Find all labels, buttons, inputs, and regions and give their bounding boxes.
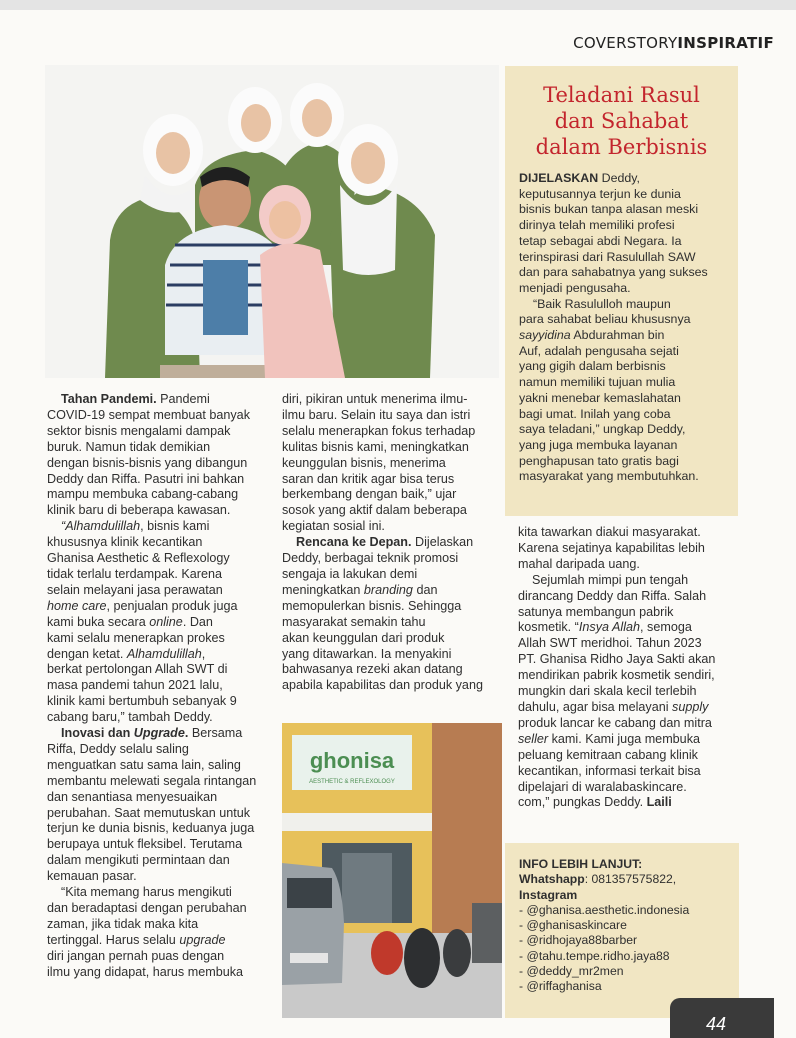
text-run: tetap sebagai abdi Negara. Ia [519,233,682,248]
text-line [518,795,740,811]
instagram-label: Instagram [519,887,578,902]
text-line [518,716,740,732]
text-run: memopulerkan bisnis. Sehingga [282,598,462,613]
text-run: buruk. Namun tidak demikian [47,439,211,454]
text-line [282,615,504,631]
text-line [518,620,740,636]
text-line [282,503,504,519]
text-line [47,519,275,535]
text-run: selalu menerapkan fokus terhadap [282,423,476,438]
sidebar-box [505,66,738,516]
text-line [47,726,275,742]
text-run: dirinya telah memiliki profesi [519,218,675,233]
text-line [518,636,740,652]
text-line [47,503,275,519]
text-line [518,684,740,700]
text-line [282,647,504,663]
text-run: dahulu, agar bisa melayani [518,699,673,714]
text-run: apabila kapabilitas dan produk yang [282,678,483,693]
text-line [519,359,733,375]
text-line [519,187,733,203]
text-line [47,440,275,456]
text-line [47,774,275,790]
text-run: dirancang Deddy dan Riffa. Salah [518,588,707,603]
text-run: menjadi pengusaha. [519,280,631,295]
text-line [519,375,733,391]
text-run: kami selalu menerapkan prokes [47,630,225,645]
text-run: bagi umat. Inilah yang coba [519,406,671,421]
text-run: dan [412,582,438,597]
text-run: sektor bisnis mengalami dampak [47,423,231,438]
text-line [519,171,733,187]
text-line [519,328,733,344]
text-run: kemauan pasar. [47,869,137,884]
text-run: mendirikan pabrik kosmetik sendiri, [518,668,715,683]
text-run: COVID-19 sempat membuat banyak [47,407,250,422]
instagram-handle: - @tahu.tempe.ridho.jaya88 [519,948,670,963]
text-run: dan para sahabatnya yang sukses [519,265,708,280]
text-run: cabang baru,” tambah Deddy. [47,710,213,725]
text-run: meningkatkan [282,582,364,597]
text-run: branding [363,582,413,597]
text-line [47,392,275,408]
text-line [282,487,504,503]
text-line [519,469,733,485]
text-run: Bersama [188,726,243,741]
instagram-handle: - @deddy_mr2men [519,964,624,979]
text-run: dengan bisnis-bisnis yang dibangun [47,455,248,470]
info-heading: INFO LEBIH LANJUT: [519,857,643,871]
text-line [519,281,733,297]
text-run: penghapusan tato gratis bagi [519,453,679,468]
text-run: satunya membangun pabrik [518,604,674,619]
text-line [518,700,740,716]
text-run: zaman, jika tidak maka kita [47,916,199,931]
text-run: PT. Ghanisa Ridho Jaya Sakti akan [518,652,716,667]
text-line [518,525,740,541]
text-line [47,472,275,488]
text-line [282,519,504,535]
text-line [47,424,275,440]
text-run: online [149,614,183,629]
text-run: Ghanisa Aesthetic & Reflexology [47,551,230,566]
text-run: berupaya untuk fleksibel. Terutama [47,837,243,852]
text-line [47,837,275,853]
text-run: dan beradaptasi dengan perubahan [47,901,247,915]
text-line [282,408,504,424]
text-run: dan senantiasa menyesuaikan [47,789,218,804]
text-line [47,456,275,472]
text-line [47,821,275,837]
sidebar-title-line: dalam Berbisnis [535,135,708,159]
text-run: sayyidina [519,328,571,343]
text-line [282,599,504,615]
text-run: upgrade [179,932,226,947]
text-run: , penjualan produk juga [106,598,238,613]
text-run: klinik baru di beberapa kawasan. [47,503,231,518]
clinic-sign-sub: AESTHETIC & REFLEXOLOGY [309,779,395,785]
text-line [282,631,504,647]
text-line [47,885,275,901]
text-run: Deddy, berbagai teknik promosi [282,551,459,566]
text-run: menguatkan satu sama lain, saling [47,757,241,772]
text-run: , bisnis kami [140,519,210,534]
text-run: ilmu baru. Selain itu saya dan istri [282,407,471,422]
text-run: klinik kami bertumbuh sebanyak 9 [47,694,237,709]
text-line [518,541,740,557]
column-2 [282,392,504,694]
text-line [47,853,275,869]
text-line [519,218,733,234]
text-line [47,551,275,567]
text-run: . Dan [182,614,213,629]
text-run: terjun ke dunia bisnis, keduanya juga [47,821,255,836]
text-run: kita tawarkan diakui masyarakat. [518,525,701,539]
text-run: tidak terlalu terdampak. Karena [47,566,223,581]
clinic-photo [282,723,502,1018]
sidebar-title-line: Teladani Rasul [543,83,700,107]
text-run: kecantikan, informasi terkait bisa [518,763,701,778]
instagram-handle: - @ghanisaskincare [519,918,627,933]
text-run: “Baik Rasululloh maupun [533,296,671,311]
text-line [518,589,740,605]
text-line [518,668,740,684]
text-line [519,202,733,218]
text-run: berkembang dengan baik,” ujar [282,487,457,502]
text-run: kami. Kami juga membuka [548,731,700,746]
text-run: diri jangan pernah puas dengan [47,948,225,963]
text-run: Deddy, [598,171,640,185]
text-line [47,567,275,583]
text-run: mahal daripada uang. [518,556,640,571]
text-run: Sejumlah mimpi pun tengah [532,572,689,587]
text-run: selain melayani jasa perawatan [47,582,223,597]
text-line [519,454,733,470]
page-number: 44 [706,1014,727,1034]
instagram-handle: - @ridhojaya88barber [519,933,638,948]
text-line [47,583,275,599]
text-line [47,631,275,647]
group-photo [45,65,499,378]
text-run: com,” pungkas Deddy. [518,795,647,810]
text-line [47,869,275,885]
text-line [47,710,275,726]
text-run: “Alhamdulillah [61,519,141,534]
text-run: . [184,726,189,741]
text-run: kulitas bisnis kami, meningkatkan [282,439,469,454]
text-run: yakni menebar kemaslahatan [519,390,681,405]
text-run: Pandemi [156,392,210,406]
text-run: diri, pikiran untuk menerima ilmu- [282,392,468,406]
text-run: sengaja ia lakukan demi [282,566,418,581]
text-run: , [201,646,206,661]
text-run: bisnis bukan tanpa alasan meski [519,202,699,217]
column-3 [518,525,740,811]
text-line [519,438,733,454]
text-run: Laili [646,795,672,810]
text-line [519,297,733,313]
text-run: saran dan kritik agar bisa terus [282,471,455,486]
text-run: masyarakat semakin tahu [282,614,426,629]
text-run: khususnya klinik kecantikan [47,535,203,550]
text-line [47,933,275,949]
text-line [282,551,504,567]
text-run: dengan ketat. [47,646,127,661]
text-run: sosok yang aktif dalam beberapa [282,503,467,518]
text-line [518,732,740,748]
text-run: , semoga [640,620,692,635]
text-run: akan keunggulan dari produk [282,630,445,645]
text-line [282,567,504,583]
text-run: kegiatan sosial ini. [282,519,385,534]
text-line [519,391,733,407]
text-run: supply [672,699,709,714]
kicker-coverstory: COVERSTORY [573,34,678,52]
text-line [47,694,275,710]
text-run: masyarakat yang membutuhkan. [519,469,699,484]
text-line [518,573,740,589]
text-line [47,806,275,822]
text-run: produk lancar ke cabang dan mitra [518,715,712,730]
text-line [518,652,740,668]
text-run: para sahabat beliau khususnya [519,312,691,327]
text-run: seller [518,731,549,746]
text-line [282,662,504,678]
text-run: tertinggal. Harus selalu [47,932,180,947]
text-run: mungkin dari skala kecil terlebih [518,684,697,699]
text-run: yang gigih dalam berbisnis [519,359,666,374]
text-run: membantu melewati segala rintangan [47,773,257,788]
text-run: keputusannya terjun ke dunia [519,186,681,201]
text-line [518,557,740,573]
info-box [505,843,739,1018]
text-run: DIJELASKAN [519,171,599,185]
sidebar-body [519,171,733,485]
info-whatsapp [519,872,737,887]
text-run: Allah SWT meridhoi. Tahun 2023 [518,636,702,651]
text-run: kosmetik. “ [518,620,579,635]
text-line [519,312,733,328]
text-run: Dijelaskan [411,535,474,550]
instagram-handle: - @ghanisa.aesthetic.indonesia [519,902,690,917]
text-run: dalam mengikuti permintaan dan [47,853,230,868]
text-line [282,535,504,551]
text-line [47,790,275,806]
text-run: Inovasi dan [61,726,134,741]
text-run: peluang kemitraan cabang klinik [518,747,698,762]
text-run: keunggulan bisnis, menerima [282,455,446,470]
instagram-handle: - @riffaghanisa [519,979,602,994]
text-line [47,535,275,551]
text-line [47,901,275,917]
text-run: home care [47,598,107,613]
text-run: bahwasanya rezeki akan datang [282,662,463,677]
text-run: berkat pertolongan Allah SWT di [47,662,228,677]
text-line [518,764,740,780]
whatsapp-label: Whatshapp [519,872,585,887]
text-run: Deddy dan Riffa. Pasutri ini bahkan [47,471,245,486]
text-line [282,456,504,472]
text-line [519,422,733,438]
text-run: perubahan. Saat memutuskan untuk [47,805,251,820]
text-run: dipelajari di waralabaskincare. [518,779,687,794]
text-line [47,917,275,933]
text-line [47,949,275,965]
sidebar-title [505,82,738,160]
text-line [282,424,504,440]
text-line [518,605,740,621]
text-run: masa pandemi tahun 2021 lalu, [47,678,223,693]
text-line [47,647,275,663]
text-line [47,678,275,694]
text-run: ilmu yang didapat, harus membuka [47,964,244,979]
text-run: Abdurahman bin [570,328,665,343]
text-line [47,615,275,631]
text-line [282,392,504,408]
whatsapp-number: : 081357575822, [584,872,677,887]
text-run: Alhamdulillah [126,646,202,661]
text-run: “Kita memang harus mengikuti [61,885,232,900]
text-run: yang juga membuka layanan [519,437,678,452]
info-body [519,857,737,995]
text-line [519,344,733,360]
text-line [47,758,275,774]
text-run: Rencana ke Depan. [296,535,412,550]
text-run: Upgrade [133,726,185,741]
text-run: Auf, adalah pengusaha sejati [519,343,679,358]
text-line [47,662,275,678]
text-run: Riffa, Deddy selalu saling [47,741,189,756]
text-line [282,678,504,694]
text-line [47,408,275,424]
text-line [519,265,733,281]
page-number-tab [670,998,774,1038]
text-run: namun memiliki tujuan mulia [519,375,676,390]
text-line [519,250,733,266]
text-line [47,742,275,758]
text-run: mampu membuka cabang-cabang [47,487,239,502]
text-line [282,472,504,488]
text-run: saya teladani,” ungkap Deddy, [519,422,686,437]
text-run: Karena sejatinya kapabilitas lebih [518,540,705,555]
text-line [47,599,275,615]
kicker-inspiratif: INSPIRATIF [677,34,774,52]
column-1 [47,392,275,981]
text-run: Insya Allah [578,620,641,635]
text-line [519,407,733,423]
text-line [47,965,275,981]
text-run: yang ditawarkan. Ia menyakini [282,646,452,661]
sidebar-title-line: dan Sahabat [554,109,689,133]
text-run: terinspirasi dari Rasulullah SAW [519,249,696,264]
text-run: kami buka secara [47,614,150,629]
text-line [519,234,733,250]
text-run: Tahan Pandemi. [61,392,157,406]
section-kicker [573,34,774,52]
text-line [282,440,504,456]
text-line [282,583,504,599]
top-border [0,0,796,10]
text-line [518,780,740,796]
text-line [518,748,740,764]
text-line [47,487,275,503]
clinic-sign-brand: ghonisa [309,748,395,773]
